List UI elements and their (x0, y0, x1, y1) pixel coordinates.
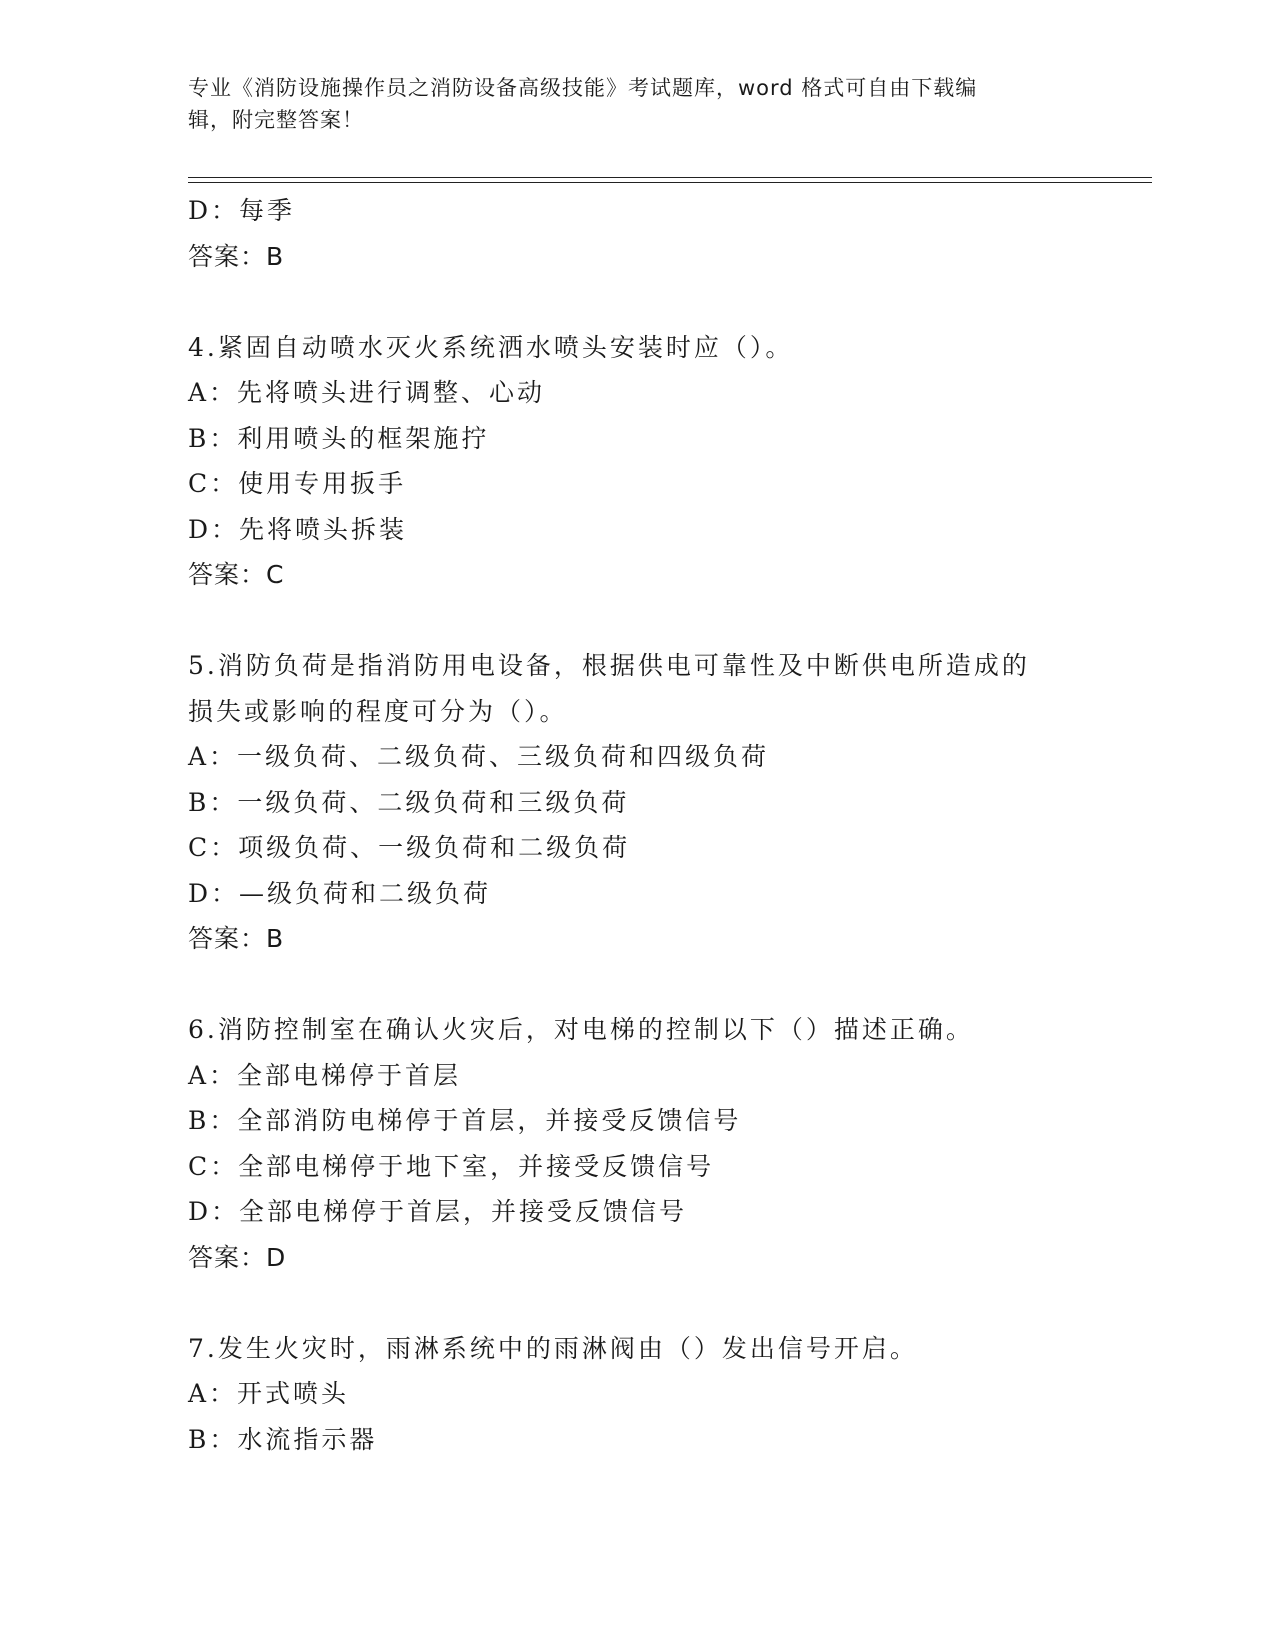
spacer (188, 962, 1088, 1008)
question-block-5 (188, 643, 1088, 962)
question-block-4 (188, 325, 1088, 598)
option-b: B：一级负荷、二级负荷和三级负荷 (188, 787, 630, 817)
header-divider-bottom (188, 182, 1152, 183)
option-c: C：全部电梯停于地下室，并接受反馈信号 (188, 1151, 715, 1181)
option-b: B：水流指示器 (188, 1424, 378, 1454)
question-text: 6.消防控制室在确认火灾后，对电梯的控制以下（）描述正确。 (188, 1015, 974, 1044)
question-text: 7.发生火灾时，雨淋系统中的雨淋阀由（）发出信号开启。 (188, 1333, 918, 1363)
spacer (188, 598, 1088, 644)
question-text: 5.消防负荷是指消防用电设备，根据供电可靠性及中断供电所造成的 (188, 651, 1030, 680)
option-a: A：开式喷头 (188, 1379, 350, 1408)
answer-line: 答案：C (188, 560, 285, 589)
question-text: 4.紧固自动喷水灭火系统洒水喷头安装时应（）。 (188, 332, 794, 362)
option-a: A：先将喷头进行调整、心动 (188, 378, 546, 407)
option-c: C：项级负荷、一级负荷和二级负荷 (188, 833, 631, 862)
option-a: A：一级负荷、二级负荷、三级负荷和四级负荷 (188, 742, 770, 771)
option-b: B：全部消防电梯停于首层，并接受反馈信号 (188, 1106, 742, 1135)
option-d: D：先将喷头拆装 (188, 514, 408, 544)
answer-line: 答案：D (188, 1242, 287, 1272)
option-d: D：全部电梯停于首层，并接受反馈信号 (188, 1197, 688, 1226)
option-d: D：每季 (188, 196, 296, 225)
question-block-3 (188, 188, 1088, 279)
answer-line: 答案：B (188, 924, 285, 953)
spacer (188, 1280, 1088, 1326)
answer-line: 答案：B (188, 241, 285, 271)
option-c: C：使用专用扳手 (188, 469, 407, 498)
question-block-6 (188, 1007, 1088, 1280)
header-line-2: 辑，附完整答案！ (188, 108, 364, 132)
question-list (188, 188, 1088, 1462)
option-d: D：—级负荷和二级负荷 (188, 878, 492, 908)
option-a: A：全部电梯停于首层 (188, 1060, 462, 1090)
header-divider-top (188, 177, 1152, 178)
header-line-1: 专业《消防设施操作员之消防设备高级技能》考试题库，word 格式可自由下载编 (188, 76, 978, 100)
question-block-7 (188, 1326, 1088, 1463)
question-text-continued: 损失或影响的程度可分为（）。 (188, 696, 568, 726)
spacer (188, 279, 1088, 325)
option-b: B：利用喷头的框架施拧 (188, 423, 490, 453)
document-header (188, 72, 1068, 136)
